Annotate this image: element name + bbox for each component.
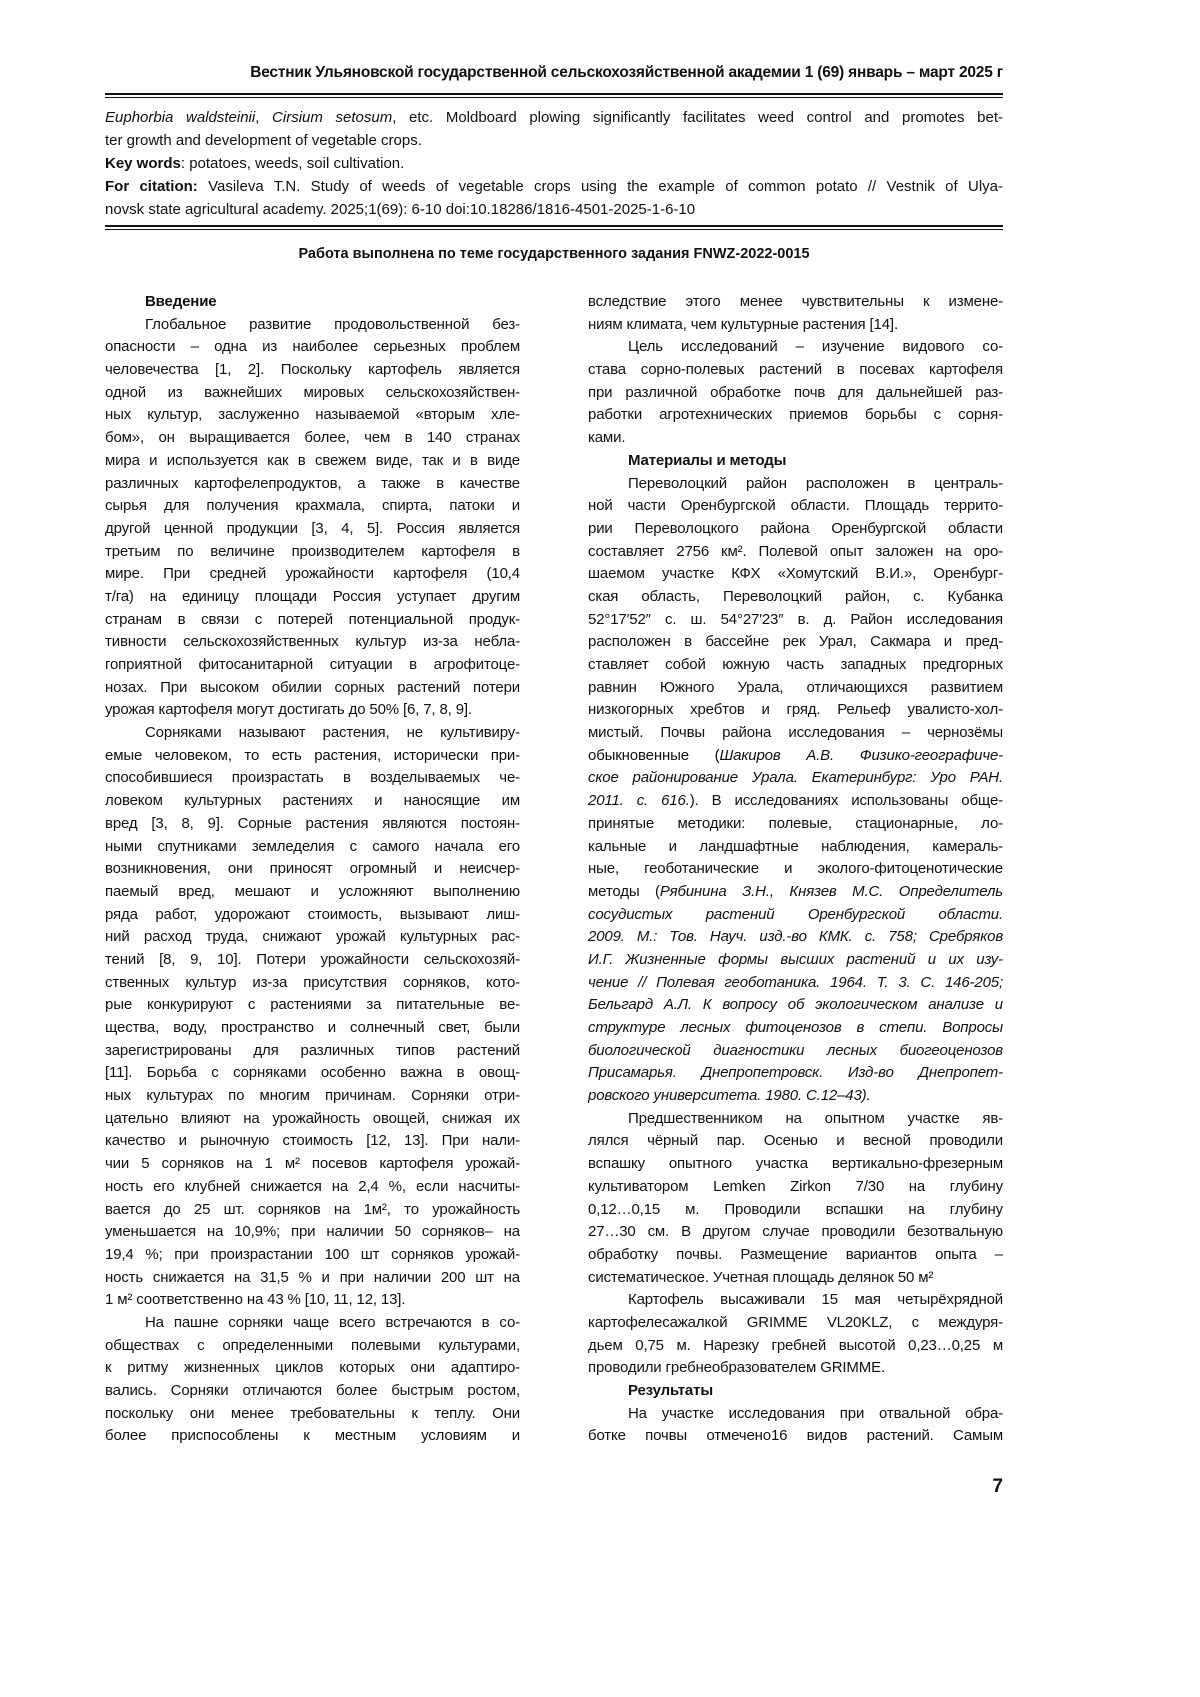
reference-text: И.Г. Жизненные формы высших растений и их изу-	[588, 950, 1003, 968]
reference-text: структуре лесных фитоценозов в степи. Вопросы	[588, 1019, 1003, 1036]
keywords-line	[105, 152, 1003, 175]
text-line	[588, 904, 1003, 927]
text-line: 52°17′52″ с. ш. 54°27′23″ в. д. Район исследования	[588, 610, 1003, 628]
text-line	[588, 767, 1003, 790]
text-line: культиватором Lemken Zirkon 7/30 на глубину	[588, 1177, 1003, 1195]
text-line: урожая картофеля могут достигать до 50% [6, 7, 8, 9].	[105, 701, 472, 719]
reference-text: Шакиров А.В. Физико-географиче-	[719, 746, 1003, 764]
text-line: гоприятной фитосанитарной ситуации в агрофитоце-	[105, 656, 520, 673]
text-line: к ритму жизненных циклов которых они адаптиро-	[105, 1359, 520, 1377]
text-line: качество и рыночную стоимость [12, 13]. При нали-	[105, 1132, 520, 1150]
text-line	[588, 745, 1003, 768]
text-line: Введение	[145, 293, 217, 310]
abstract-rule	[105, 225, 1003, 227]
text-line: различных картофелепродуктов, а также в качестве	[105, 474, 520, 492]
text-line: ками.	[588, 429, 626, 447]
text-line: ными спутниками земледелия с самого начала его	[105, 837, 520, 855]
text-line: Результаты	[628, 1382, 713, 1399]
paragraph	[105, 314, 520, 722]
text-line: способившиеся произрастать в возделываемых че-	[105, 769, 520, 787]
text-line: зарегистрированы для различных типов растений	[105, 1041, 520, 1059]
paragraph	[588, 1108, 1003, 1290]
text-line: принятые методики: полевые, стационарные, ло-	[588, 814, 1003, 832]
keywords-label: Key words	[105, 155, 181, 172]
text-line: другой ценной продукции [3, 4, 5]. Россия является	[105, 519, 520, 537]
text-line: кальные и ландшафтные наблюдения, камераль-	[588, 837, 1003, 855]
text-line: проводили гребнеобразователем GRIMME.	[588, 1359, 885, 1377]
text-line: вается до 25 шт. сорняков на 1м², то урожайность	[105, 1200, 520, 1218]
species-name: Cirsium setosum	[272, 109, 393, 126]
text-line: бом», он выращивается более, чем в 140 странах	[105, 429, 520, 447]
header-rule	[105, 93, 1003, 95]
text-line	[588, 1017, 1003, 1040]
text-line: рые конкурируют с растениями за питательные ве-	[105, 996, 520, 1014]
text-line: 0,12…0,15 м. Проводили вспашки на глубину	[588, 1200, 1003, 1218]
text-line: ность его клубней снижается на 2,4 %, если насчиты-	[105, 1177, 520, 1195]
text-line: щества, воду, пространство и солнечный свет, были	[105, 1019, 520, 1036]
reference-text: 2011. с. 616.	[588, 792, 690, 810]
reference-text: Присамарья. Днепропетровск. Изд-во Днепропет-	[588, 1064, 1003, 1082]
text-line: цательно влияют на урожайность овощей, снижая их	[105, 1109, 520, 1127]
text-line: работки агротехнических приемов борьбы с сорня-	[588, 406, 1003, 424]
text-line	[588, 1040, 1003, 1063]
text-line: вред [3, 8, 9]. Сорные растения являются постоян-	[105, 814, 520, 832]
text-line: более приспособлены к местным условиям и	[105, 1427, 520, 1445]
abstract-rule-thin	[105, 229, 1003, 230]
text-line: ставляет собой южную часть западных предгорных	[588, 656, 1003, 673]
funding-note: Работа выполнена по теме государственного задания FNWZ-2022-0015	[298, 246, 810, 262]
paragraph	[105, 722, 520, 1312]
text-line: емые человеком, то есть растения, исторически при-	[105, 746, 520, 764]
text-line	[588, 949, 1003, 972]
text-line: 27…30 см. В другом случае проводили безотвальную	[588, 1223, 1003, 1241]
text-line: дьем 0,75 м. Нарезку гребней высотой 0,23…0,25 м	[588, 1336, 1003, 1354]
text-line: Предшественником на опытном участке яв-	[628, 1109, 1003, 1127]
text-line: третьим по величине производителем картофеля в	[105, 542, 520, 560]
reference-text: сосудистых растений Оренбургской области.	[588, 905, 1003, 923]
text-line	[588, 881, 1003, 904]
text-line: расположен в бассейне рек Урал, Сакмара и пред-	[588, 633, 1003, 651]
text-line: мистый. Почвы района исследования – чернозёмы	[588, 724, 1003, 742]
text-line: Сорняками называют растения, не культивиру-	[145, 724, 520, 742]
text-line: чии 5 сорняков на 1 м² посевов картофеля урожай-	[105, 1155, 520, 1173]
text-line: тений [8, 9, 10]. Потери урожайности сельскохозяй-	[105, 950, 520, 968]
citation-line: novsk state agricultural academy. 2025;1(69): 6-10 doi:10.18286/1816-4501-2025-1-6-10	[105, 201, 696, 218]
text-line: одной из важнейших мировых сельскохозяйствен-	[105, 383, 520, 401]
header-rule-thin	[105, 97, 1003, 98]
text-line: нозах. При высоком обилии сорных растений потери	[105, 678, 520, 696]
text-line: Материалы и методы	[628, 451, 787, 469]
paragraph	[588, 1289, 1003, 1380]
text-line: ботке почвы отмечено16 видов растений. Самым	[588, 1427, 1003, 1445]
text-line: Переволоцкий район расположен в централь-	[628, 474, 1003, 492]
abstract-line	[105, 106, 1003, 129]
paragraph	[588, 473, 1003, 1108]
text-line: вследствие этого менее чувствительны к измене-	[588, 293, 1003, 310]
text-line: вались. Сорняки отличаются более быстрым ростом,	[105, 1382, 520, 1399]
journal-running-header: Вестник Ульяновской государственной сельскохозяйственной академии 1 (69) январь – март 2025 г	[250, 64, 1003, 81]
text-line: 19,4 %; при произрастании 100 шт сорняков урожай-	[105, 1245, 520, 1263]
text-line: возникновения, они приносят огромный и неисчер-	[105, 860, 520, 878]
text-line: сырья для получения крахмала, спирта, патоки и	[105, 497, 520, 515]
reference-text: Бельгард А.Л. К вопросу об экологическом анализе и	[588, 996, 1003, 1014]
text-segment: методы (	[588, 882, 660, 900]
citation-line	[105, 175, 1003, 198]
right-column	[588, 291, 1003, 1448]
reference-text: ское районирование Урала. Екатеринбург: Уро РАН.	[588, 769, 1003, 787]
text-line: мире. При средней урожайности картофеля (10,4	[105, 565, 520, 583]
text-line: тивности сельскохозяйственных культур из-за небла-	[105, 633, 520, 651]
text-line: [11]. Борьба с сорняками особенно важна в овощ-	[105, 1064, 520, 1082]
reference-text: Рябинина З.Н., Князев М.С. Определитель	[659, 882, 1003, 900]
text-line: равнин Южного Урала, отличающихся развитием	[588, 678, 1003, 696]
text-line: Глобальное развитие продовольственной без-	[145, 315, 520, 333]
text-line: Цель исследований – изучение видового со-	[628, 338, 1003, 356]
section-heading	[105, 291, 520, 314]
text-line: низкогорных хребтов и гряд. Рельеф увалисто-хол-	[588, 701, 1003, 719]
paragraph	[588, 336, 1003, 449]
citation-text: Vasileva T.N. Study of weeds of vegetable crops using the example of common potato // Vestnik of Ulya-	[197, 178, 1003, 195]
text-line: систематическое. Учетная площадь делянок 50 м²	[588, 1268, 934, 1286]
text-line: става сорно-полевых растений в посевах картофеля	[588, 361, 1003, 379]
text-line: На пашне сорняки чаще всего встречаются в со-	[145, 1313, 520, 1331]
text-line	[588, 1085, 1003, 1108]
text-line: при различной обработке почв для дальнейшей раз-	[588, 383, 1003, 401]
text-line: паемый вред, мешают и усложняют выполнению	[105, 882, 520, 900]
text-line: На участке исследования при отвальной обра-	[628, 1404, 1003, 1422]
text-line	[588, 994, 1003, 1017]
separator: ,	[255, 109, 273, 126]
citation-label: For citation:	[105, 178, 198, 195]
text-line: ний расход труда, снижают урожай культурных рас-	[105, 928, 520, 946]
text-line: Картофель высаживали 15 мая четырёхрядной	[628, 1291, 1003, 1309]
text-line: человечества [1, 2]. Поскольку картофель является	[105, 361, 520, 379]
paragraph	[105, 1312, 520, 1448]
text-line: вспашку опытного участка вертикально-фрезерным	[588, 1155, 1003, 1173]
text-line: обработку почвы. Размещение вариантов опыта –	[588, 1245, 1003, 1263]
text-line	[588, 1062, 1003, 1085]
text-line: ственных культур из-за присутствия сорняков, кото-	[105, 973, 520, 991]
text-line	[588, 790, 1003, 813]
text-line: странам в связи с потерей потенциальной продук-	[105, 610, 520, 628]
text-segment: ). В исследованиях использованы обще-	[689, 792, 1003, 810]
paragraph	[588, 291, 1003, 336]
text-line: шаемом участке КФХ «Хомутский В.И.», Оренбург-	[588, 565, 1003, 583]
abstract-line: ter growth and development of vegetable crops.	[105, 132, 422, 149]
text-line: т/га) на единицу площади Россия уступает другим	[105, 587, 520, 605]
section-heading	[588, 450, 1003, 473]
reference-text: биологической диагностики лесных биогеоценозов	[588, 1041, 1003, 1059]
species-name: Euphorbia waldsteinii	[105, 109, 256, 126]
text-line: составляет 2756 км². Полевой опыт заложен на оро-	[588, 542, 1003, 560]
abstract-continuation	[105, 106, 1003, 221]
text-line	[588, 972, 1003, 995]
reference-text: чение // Полевая геоботаника. 1964. Т. 3. С. 146-205;	[588, 973, 1003, 991]
text-line: лялся чёрный пар. Осенью и весной проводили	[588, 1132, 1003, 1150]
paragraph	[588, 1403, 1003, 1448]
keywords: : potatoes, weeds, soil cultivation.	[180, 155, 405, 172]
section-heading	[588, 1380, 1003, 1403]
text-line: рии Переволоцкого района Оренбургской области	[588, 519, 1003, 537]
text-line: картофелесажалкой GRIMME VL20KLZ, с междуря-	[588, 1313, 1003, 1331]
text-line	[588, 926, 1003, 949]
text-line: ные, геоботанические и эколого-фитоценотические	[588, 860, 1003, 878]
text-line: ряда работ, удорожают стоимость, вызывают лиш-	[105, 905, 520, 923]
text-line: ных культур, заслуженно называемой «вторым хле-	[105, 406, 520, 424]
abstract-text: , etc. Moldboard plowing significantly facilitates weed control and promotes bet-	[392, 109, 1003, 126]
text-line: уменьшается на 10,9%; при наличии 50 сорняков– на	[105, 1223, 520, 1241]
reference-text: ровского университета. 1980. С.12–43).	[588, 1087, 871, 1105]
text-line: опасности – одна из наиболее серьезных проблем	[105, 338, 520, 356]
text-line: ниям климата, чем культурные растения [14].	[588, 315, 898, 333]
text-line: ская область, Переволоцкий район, с. Кубанка	[588, 587, 1003, 605]
text-line: ловеком культурных растениях и наносящие им	[105, 792, 520, 810]
left-column	[105, 291, 520, 1448]
page-number: 7	[992, 1476, 1003, 1497]
text-line: 1 м² соответственно на 43 % [10, 11, 12, 13].	[105, 1291, 406, 1309]
text-segment: обыкновенные (	[588, 746, 720, 764]
text-line: обществах с определенными полевыми культурами,	[105, 1336, 520, 1354]
text-line: ных культурах по многим причинам. Сорняки отри-	[105, 1087, 520, 1105]
text-line: ной части Оренбургской области. Площадь террито-	[588, 497, 1003, 515]
reference-text: 2009. М.: Тов. Науч. изд.-во КМК. с. 758; Сребряков	[588, 928, 1003, 946]
text-line: ность снижается на 31,5 % и при наличии 200 шт на	[105, 1268, 520, 1286]
text-line: поскольку они менее требовательны к теплу. Они	[105, 1404, 520, 1422]
text-line: мира и используется как в свежем виде, так и в виде	[105, 451, 520, 469]
